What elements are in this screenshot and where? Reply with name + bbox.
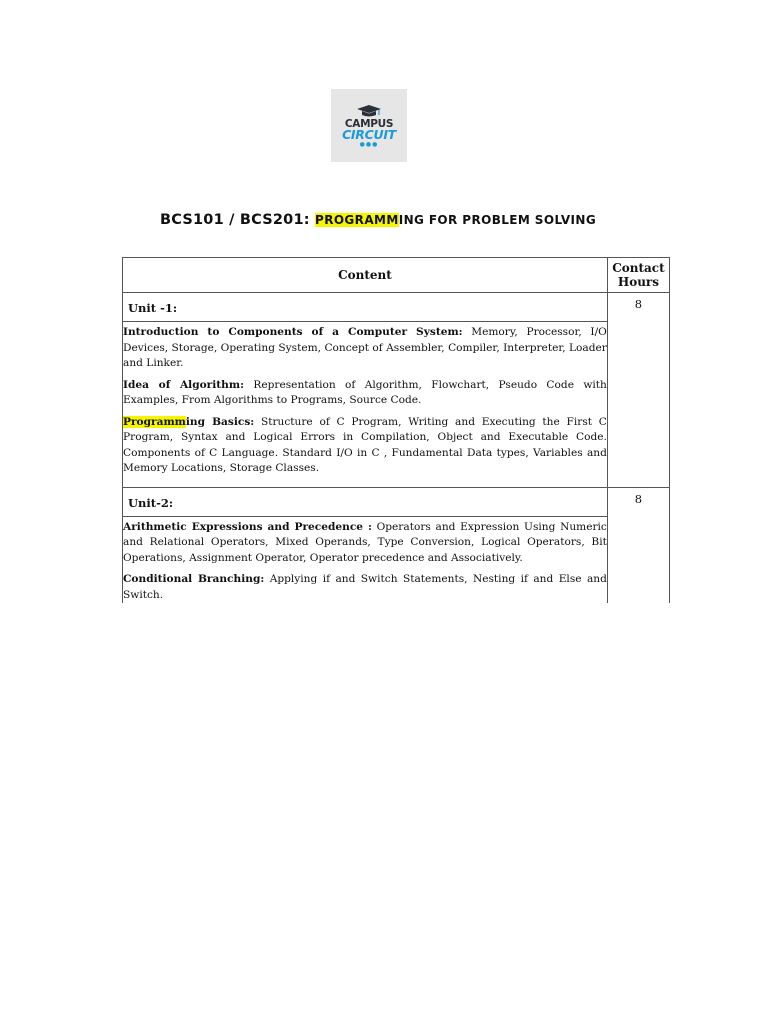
logo-text-circuit: CIRCUIT	[342, 127, 396, 142]
unit1-content	[123, 322, 608, 488]
header-hours-line1: Contact	[612, 261, 665, 275]
logo-text-campus: CAMPUS	[344, 117, 394, 130]
syllabus-table	[122, 257, 670, 603]
unit2-label: Unit-2:	[123, 487, 608, 516]
unit2-hours: 8	[607, 487, 669, 603]
unit1-paragraph-components: Introduction to Components of a Computer System: Memory, Processor, I/O Devices, Storage, Operating System, Concept of Assembler, Compiler, Interpreter, Loader and Linker.	[123, 326, 607, 369]
unit1-paragraph-algorithm: Idea of Algorithm: Representation of Algorithm, Flowchart, Pseudo Code with Examples, From Algorithms to Programs, Source Code.	[123, 378, 607, 406]
unit1-label: Unit -1:	[123, 293, 608, 322]
campus-circuit-logo	[331, 89, 407, 162]
unit2-content-row	[123, 516, 670, 603]
header-contact-hours	[607, 258, 669, 293]
unit2-paragraph-branching: Conditional Branching: Applying if and Switch Statements, Nesting if and Else and Switch.	[123, 573, 607, 601]
header-hours-line2: Hours	[617, 275, 660, 289]
unit1-paragraph-programming-basics: Programming Basics: Structure of C Program, Writing and Executing the First C Program, Syntax and Logical Errors in Compilation, Object and Executable Code. Components of C Language. Standard I/O in C , Fundamental Data types, Variables and Memory Locations, Storage Classes.	[123, 415, 607, 474]
table-header-row	[123, 258, 670, 293]
unit2-paragraph-arithmetic: Arithmetic Expressions and Precedence : Operators and Expression Using Numeric and Relational Operators, Mixed Operands, Type Conversion, Logical Operators, Bit Operations, Assignment Operator, Operator precedence and Associatively.	[123, 520, 607, 564]
unit2-content	[123, 516, 608, 603]
title-rest: ING FOR PROBLEM SOLVING	[398, 213, 597, 227]
unit1-row	[123, 293, 670, 322]
unit2-row	[123, 487, 670, 516]
unit1-content-row	[123, 322, 670, 488]
graduation-cap-icon	[356, 104, 382, 118]
logo-circuit-dots: ●●●	[359, 140, 379, 148]
header-content: Content	[123, 258, 608, 293]
course-code: BCS101 / BCS201:	[160, 212, 315, 228]
title-highlight: PROGRAMM	[315, 213, 399, 227]
page-title	[160, 212, 680, 228]
unit1-hours: 8	[607, 293, 669, 488]
